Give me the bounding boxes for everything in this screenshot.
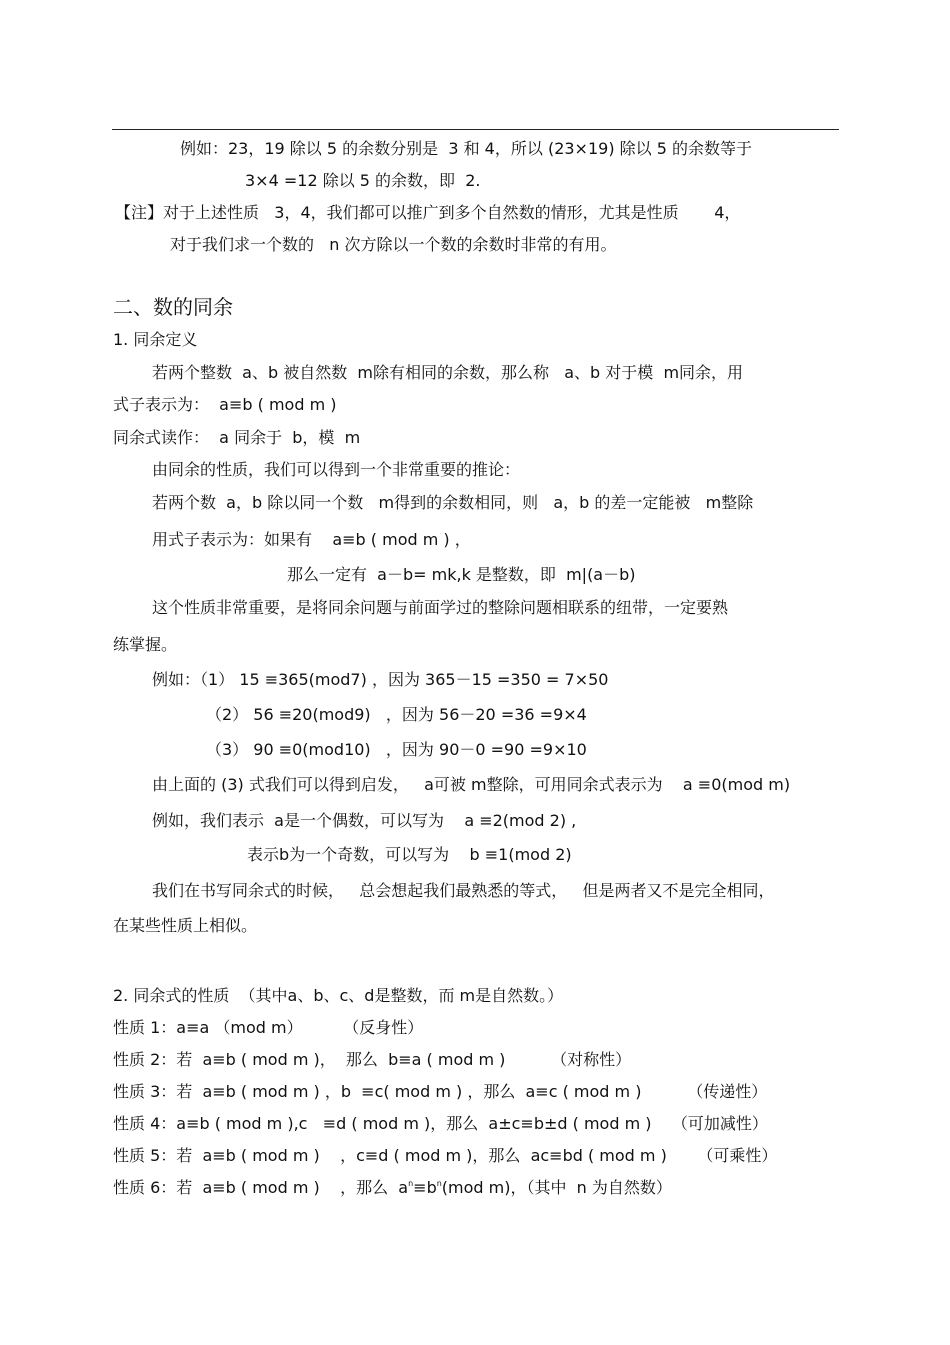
property-6-text: ≡b [413,1178,437,1197]
paragraph-line: 由同余的性质，我们可以得到一个非常重要的推论： [152,460,521,479]
property-3: 性质 3：若 a≡b ( mod m ) ，b ≡c( mod m ) ，那么 a≡c ( mod m ) （传递性） [113,1082,768,1101]
example-item-1: 例如：（1） 15 ≡365(mod7) ，因为 365－15 =350 = 7×50 [152,670,609,689]
subsection-title-definition: 1. 同余定义 [113,330,198,349]
property-1: 性质 1：a≡a （mod m） （反身性） [113,1018,424,1037]
paragraph-line: 若两个数 a，b 除以同一个数 m得到的余数相同，则 a，b 的差一定能被 m整除 [152,493,754,512]
paragraph-line: 同余式读作： a 同余于 b，模 m [113,428,361,447]
paragraph-line: 练掌握。 [113,635,178,654]
header-rule [112,129,839,130]
note-line-1: 【注】对于上述性质 3，4，我们都可以推广到多个自然数的情形，尤其是性质 4， [115,203,741,222]
exponent-n: n [408,1179,414,1188]
paragraph-line: 我们在书写同余式的时候， 总会想起我们最熟悉的等式， 但是两者又不是完全相同， [152,881,775,900]
paragraph-line: 这个性质非常重要，是将同余问题与前面学过的整除问题相联系的纽带，一定要熟 [152,598,729,617]
paragraph-line: 由上面的 (3) 式我们可以得到启发， a可被 m整除，可用同余式表示为 a ≡0(mod m) [152,775,791,794]
paragraph-line: 用式子表示为：如果有 a≡b ( mod m ) ， [152,530,471,549]
exponent-n: n [436,1179,442,1188]
paragraph-line: 表示b为一个奇数，可以写为 b ≡1(mod 2) [247,845,572,864]
example-line-1: 例如：23，19 除以 5 的余数分别是 3 和 4，所以 (23×19) 除以 5 的余数等于 [180,139,752,158]
section-heading: 二、数的同余 [113,295,233,319]
paragraph-line: 那么一定有 a－b= mk,k 是整数，即 m|(a－b) [287,565,636,584]
example-item-2: （2） 56 ≡20(mod9) ，因为 56－20 =36 =9×4 [206,705,587,724]
subsection-title-properties: 2. 同余式的性质 （其中a、b、c、d是整数，而 m是自然数。） [113,986,564,1005]
example-line-2: 3×4 =12 除以 5 的余数，即 2. [245,171,481,190]
example-item-3: （3） 90 ≡0(mod10) ，因为 90－0 =90 =9×10 [206,740,587,759]
paragraph-line: 式子表示为： a≡b ( mod m ) [113,395,337,414]
property-6 [113,1178,672,1198]
paragraph-line: 例如，我们表示 a是一个偶数，可以写为 a ≡2(mod 2) , [152,811,577,830]
property-4: 性质 4：a≡b ( mod m ),c ≡d ( mod m )，那么 a±c≡b±d ( mod m ) （可加减性） [113,1114,768,1133]
paragraph-line: 在某些性质上相似。 [113,916,258,935]
property-6-text: (mod m)，（其中 n 为自然数） [441,1178,672,1197]
paragraph-line: 若两个整数 a、b 被自然数 m除有相同的余数，那么称 a、b 对于模 m同余，用 [152,363,744,382]
property-5: 性质 5：若 a≡b ( mod m ) ，c≡d ( mod m )，那么 ac≡bd ( mod m ) （可乘性） [113,1146,778,1165]
property-6-text: 性质 6：若 a≡b ( mod m ) ，那么 a [113,1178,409,1197]
note-line-2: 对于我们求一个数的 n 次方除以一个数的余数时非常的有用。 [170,235,617,254]
property-2: 性质 2：若 a≡b ( mod m )， 那么 b≡a ( mod m ) （对称性） [113,1050,632,1069]
